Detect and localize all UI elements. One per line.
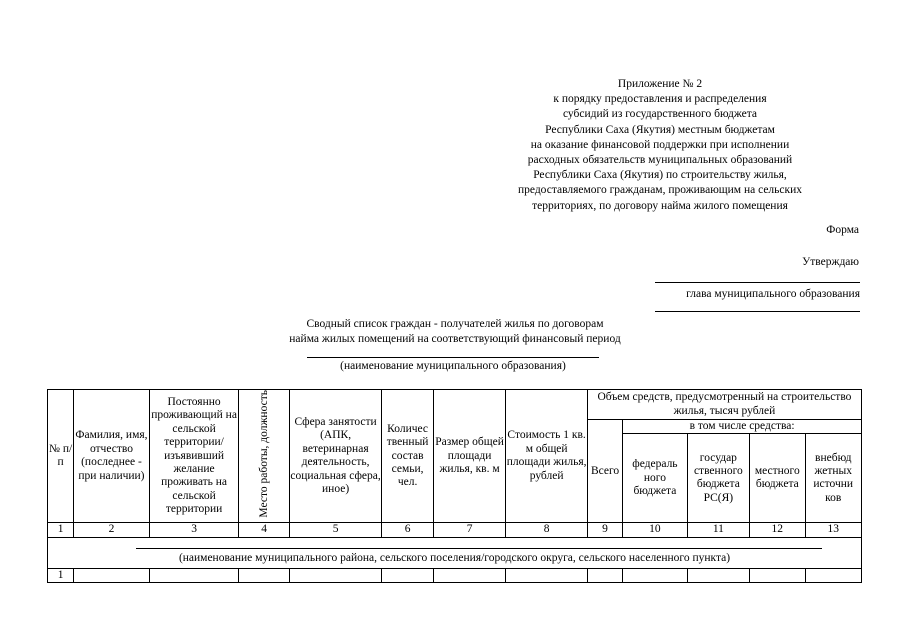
column-number: 4 xyxy=(239,523,289,537)
table-cell xyxy=(623,568,687,582)
municipality-caption: (наименование муниципального образования) xyxy=(340,360,566,372)
appendix-block xyxy=(470,77,850,214)
column-number: 9 xyxy=(587,523,622,537)
header-name: Фамилия, имя, отчество (последнее - при наличии) xyxy=(74,390,150,523)
header-workplace-text: Место работы, должность xyxy=(257,390,270,518)
table-cell xyxy=(506,568,588,582)
column-number: 13 xyxy=(805,523,862,537)
table-cell xyxy=(149,568,239,582)
header-cost: Стоимость 1 кв. м общей площади жилья, рублей xyxy=(506,390,588,523)
header-total: Всего xyxy=(587,420,622,523)
appendix-line: субсидий из государственного бюджета xyxy=(562,108,757,121)
header-num: № п/п xyxy=(48,390,74,523)
column-number: 5 xyxy=(289,523,382,537)
subheader-fill-line xyxy=(136,548,822,549)
table-cell xyxy=(289,568,382,582)
approver-position: глава муниципального образования xyxy=(686,288,860,300)
subheader-caption: (наименование муниципального района, сельского поселения/городского округа, сельского населенного пункта) xyxy=(178,551,731,564)
table-cell xyxy=(687,568,749,582)
column-number: 11 xyxy=(687,523,749,537)
table-cell xyxy=(805,568,862,582)
column-number: 3 xyxy=(149,523,239,537)
recipients-table xyxy=(47,389,862,583)
column-number: 6 xyxy=(382,523,433,537)
header-sphere: Сфера занятости (АПК, ветеринарная деятельность, социальная сфера, иное) xyxy=(289,390,382,523)
header-including: в том числе средства: xyxy=(623,420,862,434)
title-line: Сводный список граждан - получателей жилья по договорам xyxy=(306,318,604,330)
signature-line xyxy=(655,282,860,283)
municipality-fill-line xyxy=(307,357,599,358)
approve-label: Утверждаю xyxy=(802,256,859,268)
header-area: Размер общей площади жилья, кв. м xyxy=(433,390,506,523)
column-number: 2 xyxy=(74,523,150,537)
column-number: 12 xyxy=(750,523,805,537)
table-cell xyxy=(74,568,150,582)
header-local: местного бюджета xyxy=(750,434,805,523)
subheader-cell xyxy=(48,537,862,568)
title-line: найма жилых помещений на соответствующий финансовый период xyxy=(289,333,621,345)
column-number: 8 xyxy=(506,523,588,537)
table-row xyxy=(48,568,862,582)
header-funds-group: Объем средств, предусмотренный на строительство жилья, тысяч рублей xyxy=(587,390,861,420)
header-federal: федераль ного бюджета xyxy=(623,434,687,523)
appendix-line: Республики Саха (Якутия) местным бюджетам xyxy=(545,123,775,136)
header-state: государ ственного бюджета РС(Я) xyxy=(687,434,749,523)
header-residence: Постоянно проживающий на сельской территории/ изъявивший желание проживать на сельской территории xyxy=(149,390,239,523)
column-number: 7 xyxy=(433,523,506,537)
header-family: Количес твенный состав семьи, чел. xyxy=(382,390,433,523)
table-cell xyxy=(750,568,805,582)
table-cell xyxy=(239,568,289,582)
column-number: 10 xyxy=(623,523,687,537)
document-title xyxy=(230,317,680,347)
appendix-line: расходных обязательств муниципальных образований xyxy=(527,154,793,167)
appendix-line: предоставляемого гражданам, проживающим на сельских xyxy=(517,184,803,197)
appendix-line: Республики Саха (Якутия) по строительству жилья, xyxy=(533,169,787,182)
appendix-line: Приложение № 2 xyxy=(617,78,703,90)
header-offbudget: внебюд жетных источни ков xyxy=(805,434,862,523)
appendix-line: территориях, по договору найма жилого помещения xyxy=(532,199,788,212)
form-label: Форма xyxy=(826,224,859,236)
signature-line xyxy=(655,311,860,312)
table-cell xyxy=(382,568,433,582)
column-number: 1 xyxy=(48,523,74,537)
appendix-line: на оказание финансовой поддержки при исполнении xyxy=(530,138,790,151)
column-number-row xyxy=(48,523,862,537)
subheader-row xyxy=(48,537,862,568)
appendix-line: к порядку предоставления и распределения xyxy=(553,93,767,106)
table-cell xyxy=(433,568,506,582)
table-cell xyxy=(587,568,622,582)
table-cell: 1 xyxy=(48,568,74,582)
header-workplace xyxy=(239,390,289,523)
